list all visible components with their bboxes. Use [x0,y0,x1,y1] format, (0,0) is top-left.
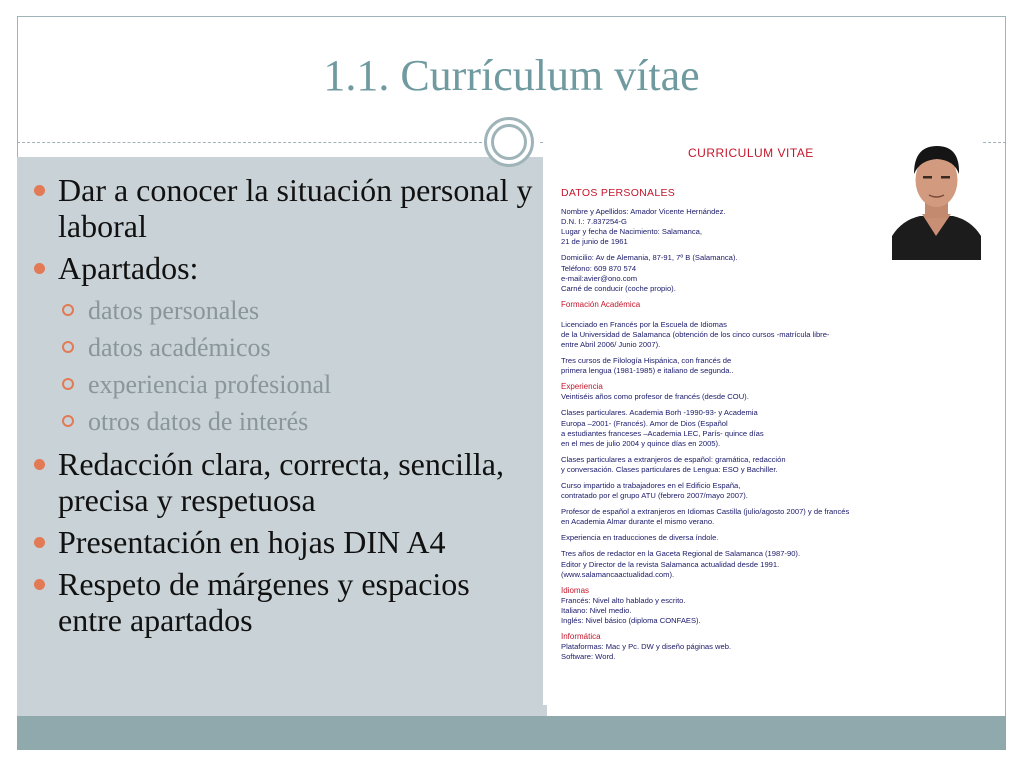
cv-subheading: Informática [561,632,601,641]
decorative-ring-icon [484,117,534,167]
cv-text: Curso impartido a trabajadores en el Edificio España, contratado por el grupo ATU (febrero 2007/mayo 2007). [561,480,748,501]
cv-text: Veintiséis años como profesor de francés (desde COU). [561,392,749,402]
cv-text: Clases particulares. Academia Borh -1990-93- y Academia Europa –2001- (Francés). Amor de Dios (Español a estudiantes franceses –Academia LEC, París- quince días en el mes de julio 2004 y quince días en 2005). [561,408,764,448]
cv-title: CURRICULUM VITAE [688,146,814,160]
cv-block [561,586,981,626]
cv-block [561,632,981,662]
cv-block [561,533,981,543]
cv-body [561,188,981,668]
bullet-item: Respeto de márgenes y espacios entre apartados [34,566,534,638]
cv-text: Licenciado en Francés por la Escuela de Idiomas de la Universidad de Salamanca (obtención de los cinco cursos -matrícula libre- entre Abril 2006/ Junio 2007). [561,319,830,350]
sub-bullet-item: otros datos de interés [34,403,534,440]
cv-text: Plataformas: Mac y Pc. DW y diseño páginas web. Software: Word. [561,642,732,662]
slide-title: 1.1. Currículum vítae [323,51,700,100]
cv-subheading: Formación Académica [561,299,641,309]
cv-text: Experiencia en traducciones de diversa índole. [561,533,719,543]
cv-subheading: Experiencia [561,382,603,392]
cv-block [561,253,981,293]
cv-blocks [561,207,981,662]
cv-block [561,507,981,527]
cv-text: Profesor de español a extranjeros en Idiomas Castilla (julio/agosto 2007) y de francés en Academia Almar durante el mismo verano. [561,507,850,527]
cv-subheading: Idiomas [561,585,590,595]
bullet-item: Redacción clara, correcta, sencilla, precisa y respetuosa [34,446,534,518]
cv-block [561,300,981,310]
cv-block [561,320,981,350]
title-divider-left [17,142,487,143]
cv-block [561,408,981,448]
footer-bar [17,716,1006,750]
cv-block [561,549,981,579]
cv-text: Francés: Nivel alto hablado y escrito. Italiano: Nivel medio. Inglés: Nivel básico (diploma CONFAES). [561,595,701,625]
sub-bullet-item: datos académicos [34,329,534,366]
bullet-item: Dar a conocer la situación personal y laboral [34,172,534,244]
cv-text: Domicilio: Av de Alemania, 87-91, 7º B (Salamanca). Teléfono: 609 870 574 e-mail:avier@ono.com Carné de conducir (coche propio). [561,253,738,293]
cv-document-image [543,124,981,705]
cv-block [561,481,981,501]
bullet-item: Presentación en hojas DIN A4 [34,524,534,560]
cv-block [561,356,981,376]
cv-block [561,382,981,402]
cv-block [561,455,981,475]
sub-bullet-item: datos personales [34,292,534,329]
cv-block [561,207,981,247]
cv-section-personal: DATOS PERSONALES [561,187,676,199]
bullet-item: Apartados: [34,250,534,286]
cv-text: Clases particulares a extranjeros de español: gramática, redacción y conversación. Clases particulares de Lengua: ESO y Bachiller. [561,454,786,474]
bullet-list [34,172,534,644]
cv-text: Tres años de redactor en la Gaceta Regional de Salamanca (1987-90). Editor y Director de la revista Salamanca actualidad desde 1991. (www.salamancaactualidad.com). [561,549,801,579]
cv-text: Tres cursos de Filología Hispánica, con francés de primera lengua (1981-1985) e italiano de segunda.. [561,356,734,376]
sub-bullet-item: experiencia profesional [34,366,534,403]
cv-text: Nombre y Apellidos: Amador Vicente Hernández. D.N. I.: 7.837254-G Lugar y fecha de Nacimiento: Salamanca, 21 de junio de 1961 [561,207,726,247]
